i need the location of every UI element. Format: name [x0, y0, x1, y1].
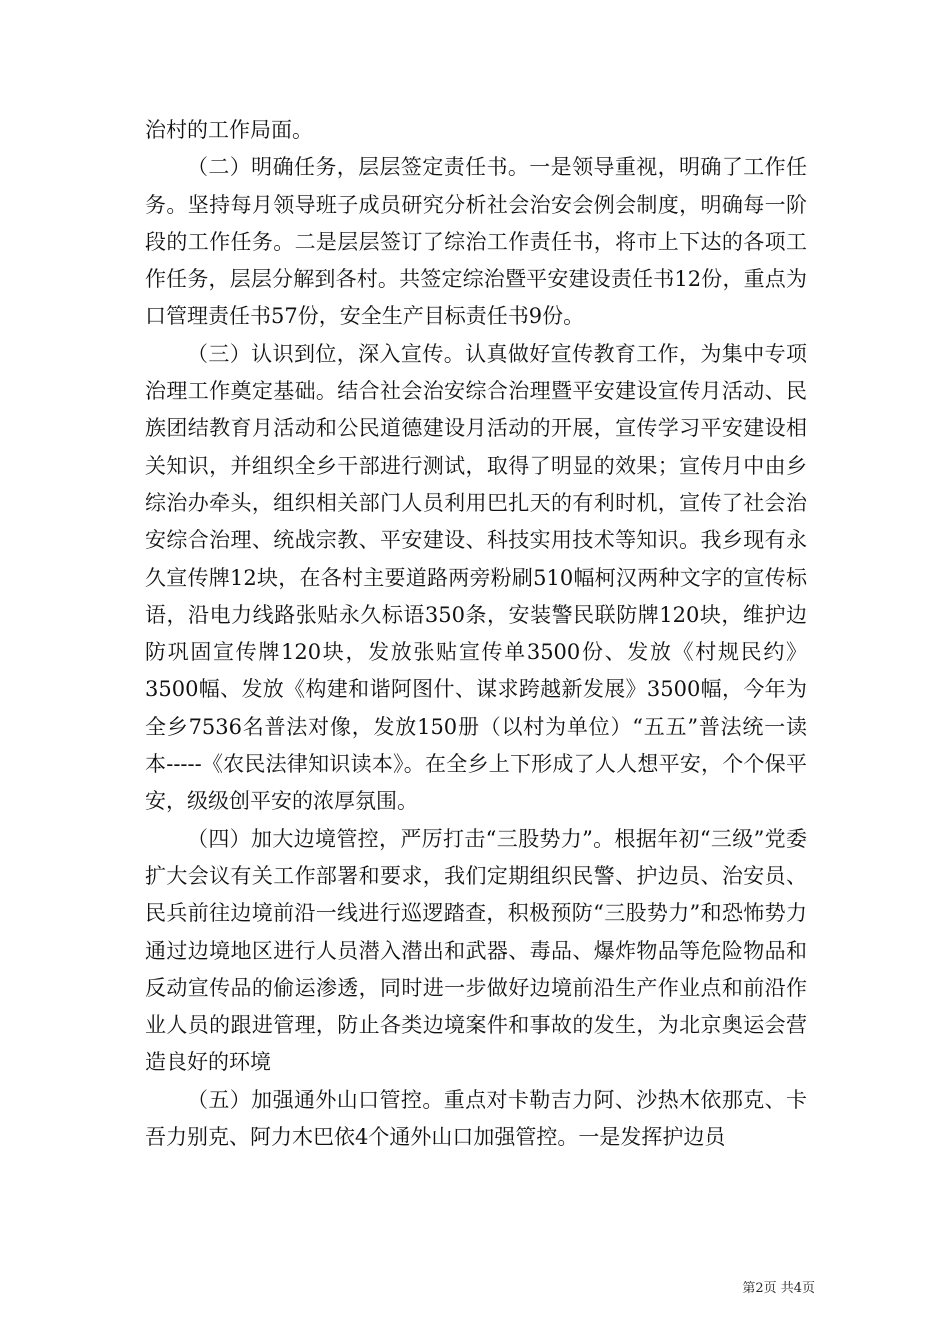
- document-body: [145, 112, 807, 1156]
- paragraph-section-2: （二）明确任务，层层签定责任书。一是领导重视，明确了工作任务。坚持每月领导班子成员研究分析社会治安会例会制度，明确每一阶段的工作任务。二是层层签订了综治工作责任书，将市上下达的各项工作任务，层层分解到各村。共签定综治暨平安建设责任书12份，重点为口管理责任书57份，安全生产目标责任书9份。: [145, 155, 807, 329]
- page-number-footer: 第2页 共4页: [742, 1281, 815, 1296]
- paragraph-section-3: （三）认识到位，深入宣传。认真做好宣传教育工作，为集中专项治理工作奠定基础。结合社会治安综合治理暨平安建设宣传月活动、民族团结教育月活动和公民道德建设月活动的开展，宣传学习平安建设相关知识，并组织全乡干部进行测试，取得了明显的效果；宣传月中由乡综治办牵头，组织相关部门人员利用巴扎天的有利时机，宣传了社会治安综合治理、统战宗教、平安建设、科技实用技术等知识。我乡现有永久宣传牌12块，在各村主要道路两旁粉刷510幅柯汉两种文字的宣传标语，沿电力线路张贴永久标语350条，安装警民联防牌120块，维护边防巩固宣传牌120块，发放张贴宣传单3500份、发放《村规民约》3500幅、发放《构建和谐阿图什、谋求跨越新发展》3500幅，今年为全乡7536名普法对像，发放150册（以村为单位）“五五”普法统一读本-----《农民法律知识读本》。在全乡上下形成了人人想平安，个个保平安，级级创平安的浓厚氛围。: [145, 341, 807, 814]
- paragraph-continuation: 治村的工作局面。: [145, 118, 313, 142]
- paragraph-section-4: （四）加大边境管控，严厉打击“三股势力”。根据年初“三级”党委扩大会议有关工作部署和要求，我们定期组织民警、护边员、治安员、民兵前往边境前沿一线进行巡逻踏查，积极预防“三股势力”和恐怖势力通过边境地区进行人员潜入潜出和武器、毒品、爆炸物品等危险物品和反动宣传品的偷运渗透，同时进一步做好边境前沿生产作业点和前沿作业人员的跟进管理，防止各类边境案件和事故的发生，为北京奥运会营造良好的环境: [145, 826, 807, 1075]
- paragraph-section-5: （五）加强通外山口管控。重点对卡勒吉力阿、沙热木依那克、卡吾力别克、阿力木巴依4个通外山口加强管控。一是发挥护边员: [145, 1087, 807, 1150]
